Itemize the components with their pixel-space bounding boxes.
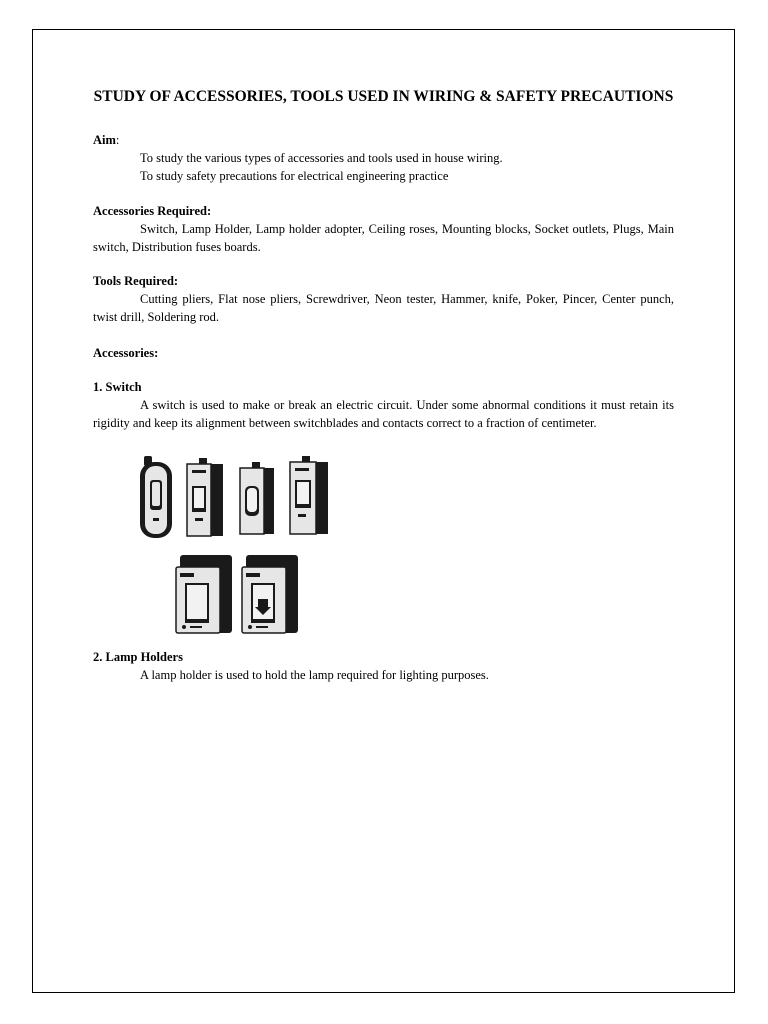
switch-text: A switch is used to make or break an electric circuit. Under some abnormal conditions it must retain its rigidity and keep its alignment between switchblades and contacts correct to a fraction of centimeter.	[93, 398, 674, 430]
surface-switch-image-1	[174, 553, 234, 635]
aim-line-2: To study safety precautions for electrical engineering practice	[140, 169, 449, 183]
aim-heading-line	[93, 131, 119, 149]
accessories-required-heading: Accessories Required:	[93, 204, 212, 218]
page-title: STUDY OF ACCESSORIES, TOOLS USED IN WIRING & SAFETY PRECAUTIONS	[93, 88, 674, 105]
tools-required-text: Cutting pliers, Flat nose pliers, Screwdriver, Neon tester, Hammer, knife, Poker, Pincer, Center punch, twist drill, Soldering rod.	[93, 292, 674, 324]
aim-heading: Aim	[93, 133, 116, 147]
switch-heading: 1. Switch	[93, 380, 142, 394]
surface-switch-image-2	[240, 553, 300, 635]
rocker-switch-image-4	[288, 454, 330, 536]
tools-required-heading: Tools Required:	[93, 274, 179, 288]
rocker-switch-image-3	[238, 460, 276, 536]
rocker-switch-image-1	[138, 454, 178, 540]
lamp-holders-heading: 2. Lamp Holders	[93, 650, 183, 664]
lamp-holders-text: A lamp holder is used to hold the lamp required for lighting purposes.	[140, 668, 489, 682]
aim-colon: :	[115, 133, 120, 147]
rocker-switch-image-2	[185, 456, 225, 538]
aim-line-1: To study the various types of accessories and tools used in house wiring.	[140, 151, 503, 165]
accessories-heading: Accessories:	[93, 346, 159, 360]
accessories-required-text: Switch, Lamp Holder, Lamp holder adopter, Ceiling roses, Mounting blocks, Socket outlets, Plugs, Main switch, Distribution fuses boards.	[93, 222, 674, 254]
